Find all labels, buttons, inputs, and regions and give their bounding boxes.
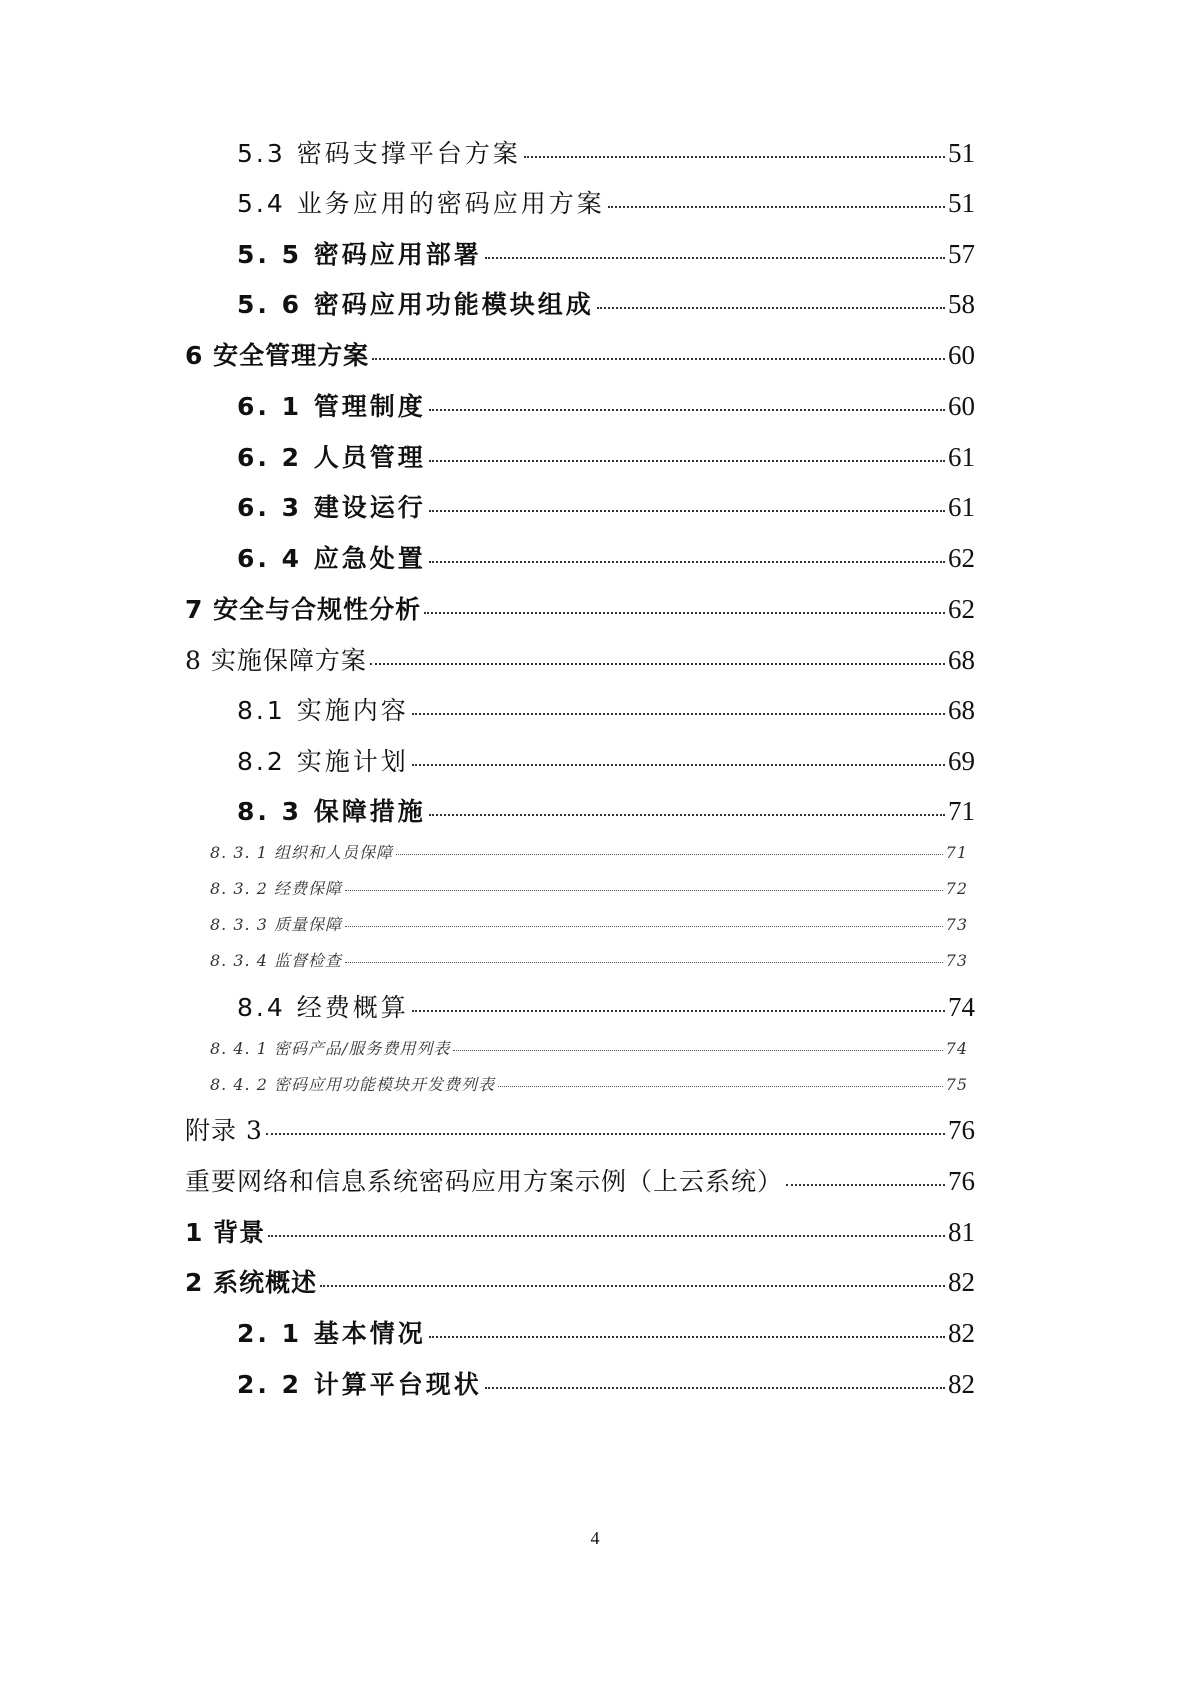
toc-entry-title: 6 安全管理方案 (185, 341, 370, 370)
toc-entry-title: 8. 3. 1 组织和人员保障 (210, 843, 393, 862)
toc-entry[interactable] (210, 1072, 968, 1095)
toc-entry-page: 61 (948, 442, 975, 472)
toc-entry-title: 8. 4. 1 密码产品/服务费用列表 (210, 1039, 451, 1058)
page-number: 4 (590, 1528, 600, 1548)
toc-entry-page: 60 (948, 391, 975, 421)
dot-leader (429, 409, 945, 411)
toc-entry[interactable] (210, 876, 968, 899)
toc-entry-title: 8. 3 保障措施 (237, 797, 426, 826)
toc-entry-page: 71 (948, 796, 975, 826)
toc-entry[interactable] (210, 840, 968, 863)
toc-entry-title: 5.3 密码支撑平台方案 (237, 139, 521, 168)
dot-leader (429, 814, 945, 816)
dot-leader (412, 764, 945, 766)
toc-entry-page: 62 (948, 594, 975, 624)
dot-leader (429, 1336, 945, 1338)
toc-entry[interactable] (237, 184, 975, 220)
dot-leader (372, 358, 945, 360)
toc-entry-title: 6. 3 建设运行 (237, 493, 426, 522)
toc-entry[interactable] (185, 1111, 975, 1147)
toc-entry[interactable] (185, 1162, 975, 1198)
toc-entry[interactable] (237, 235, 975, 271)
toc-entry-title: 8.1 实施内容 (237, 696, 409, 725)
dot-leader (597, 307, 945, 309)
toc-entry[interactable] (237, 1314, 975, 1350)
toc-entry-title: 5. 5 密码应用部署 (237, 240, 482, 269)
toc-entry-title: 8. 3. 4 监督检查 (210, 951, 342, 970)
dot-leader (524, 156, 945, 158)
toc-entry-page: 73 (945, 951, 968, 970)
toc-entry-page: 68 (948, 645, 975, 675)
toc-entry[interactable] (210, 948, 968, 971)
toc-entry-page: 72 (945, 879, 968, 898)
toc-entry-page: 68 (948, 695, 975, 725)
dot-leader (453, 1050, 942, 1051)
toc-entry-page: 74 (948, 992, 975, 1022)
dot-leader (266, 1133, 945, 1135)
toc-entry[interactable] (185, 641, 975, 677)
dot-leader (786, 1184, 945, 1186)
toc-entry-title: 7 安全与合规性分析 (185, 595, 422, 624)
dot-leader (424, 612, 945, 614)
toc-entry[interactable] (210, 1036, 968, 1059)
toc-entry-title: 2. 2 计算平台现状 (237, 1370, 482, 1399)
toc-entry-page: 57 (948, 239, 975, 269)
dot-leader (268, 1235, 945, 1237)
dot-leader (320, 1285, 945, 1287)
toc-entry-page: 62 (948, 543, 975, 573)
toc-entry-title: 2. 1 基本情况 (237, 1319, 426, 1348)
dot-leader (370, 663, 945, 665)
toc-entry-title: 5. 6 密码应用功能模块组成 (237, 290, 594, 319)
toc-entry-page: 76 (948, 1115, 975, 1145)
toc-entry-page: 51 (948, 188, 975, 218)
toc-entry-page: 71 (945, 843, 968, 862)
dot-leader (485, 1387, 945, 1389)
dot-leader (345, 962, 943, 963)
toc-entry-title: 8 实施保障方案 (185, 646, 367, 675)
toc-entry[interactable] (185, 1213, 975, 1249)
toc-entry-page: 81 (948, 1217, 975, 1247)
toc-entry-page: 69 (948, 746, 975, 776)
toc-entry[interactable] (237, 1365, 975, 1401)
toc-entry-page: 82 (948, 1369, 975, 1399)
toc-entry[interactable] (237, 691, 975, 727)
toc-entry-page: 73 (945, 915, 968, 934)
toc-entry[interactable] (237, 539, 975, 575)
toc-entry-page: 76 (948, 1166, 975, 1196)
toc-entry-title: 附录 3 (185, 1116, 263, 1145)
dot-leader (396, 854, 943, 855)
dot-leader (608, 206, 945, 208)
dot-leader (429, 510, 945, 512)
toc-entry-page: 75 (945, 1075, 968, 1094)
toc-entry[interactable] (237, 988, 975, 1024)
toc-entry-page: 82 (948, 1267, 975, 1297)
toc-entry[interactable] (210, 912, 968, 935)
toc-entry-page: 61 (948, 492, 975, 522)
toc-entry[interactable] (237, 285, 975, 321)
toc-entry-page: 60 (948, 340, 975, 370)
dot-leader (498, 1086, 943, 1087)
toc-entry[interactable] (237, 488, 975, 524)
dot-leader (345, 926, 943, 927)
dot-leader (345, 890, 943, 891)
dot-leader (429, 561, 945, 563)
toc-entry-title: 5.4 业务应用的密码应用方案 (237, 189, 605, 218)
toc-entry-title: 8.2 实施计划 (237, 747, 409, 776)
toc-entry-title: 8. 3. 2 经费保障 (210, 879, 342, 898)
toc-entry[interactable] (185, 590, 975, 626)
dot-leader (429, 460, 945, 462)
toc-entry[interactable] (237, 387, 975, 423)
dot-leader (412, 713, 945, 715)
toc-entry-title: 8. 3. 3 质量保障 (210, 915, 342, 934)
dot-leader (485, 257, 945, 259)
toc-entry[interactable] (237, 134, 975, 170)
toc-entry-title: 6. 2 人员管理 (237, 443, 426, 472)
toc-entry-title: 8.4 经费概算 (237, 993, 409, 1022)
toc-entry[interactable] (237, 438, 975, 474)
toc-entry-page: 58 (948, 289, 975, 319)
toc-entry[interactable] (185, 1263, 975, 1299)
toc-entry-title: 6. 4 应急处置 (237, 544, 426, 573)
toc-entry[interactable] (237, 742, 975, 778)
toc-entry[interactable] (185, 336, 975, 372)
toc-entry-title: 6. 1 管理制度 (237, 392, 426, 421)
toc-entry-title: 8. 4. 2 密码应用功能模块开发费列表 (210, 1075, 495, 1094)
dot-leader (412, 1010, 945, 1012)
toc-entry-title: 2 系统概述 (185, 1268, 318, 1297)
toc-entry-page: 51 (948, 138, 975, 168)
toc-entry-page: 74 (945, 1039, 968, 1058)
toc-entry-title: 1 背景 (185, 1218, 266, 1247)
toc-entry[interactable] (237, 792, 975, 828)
toc-entry-title: 重要网络和信息系统密码应用方案示例（上云系统） (185, 1167, 784, 1196)
toc-entry-page: 82 (948, 1318, 975, 1348)
